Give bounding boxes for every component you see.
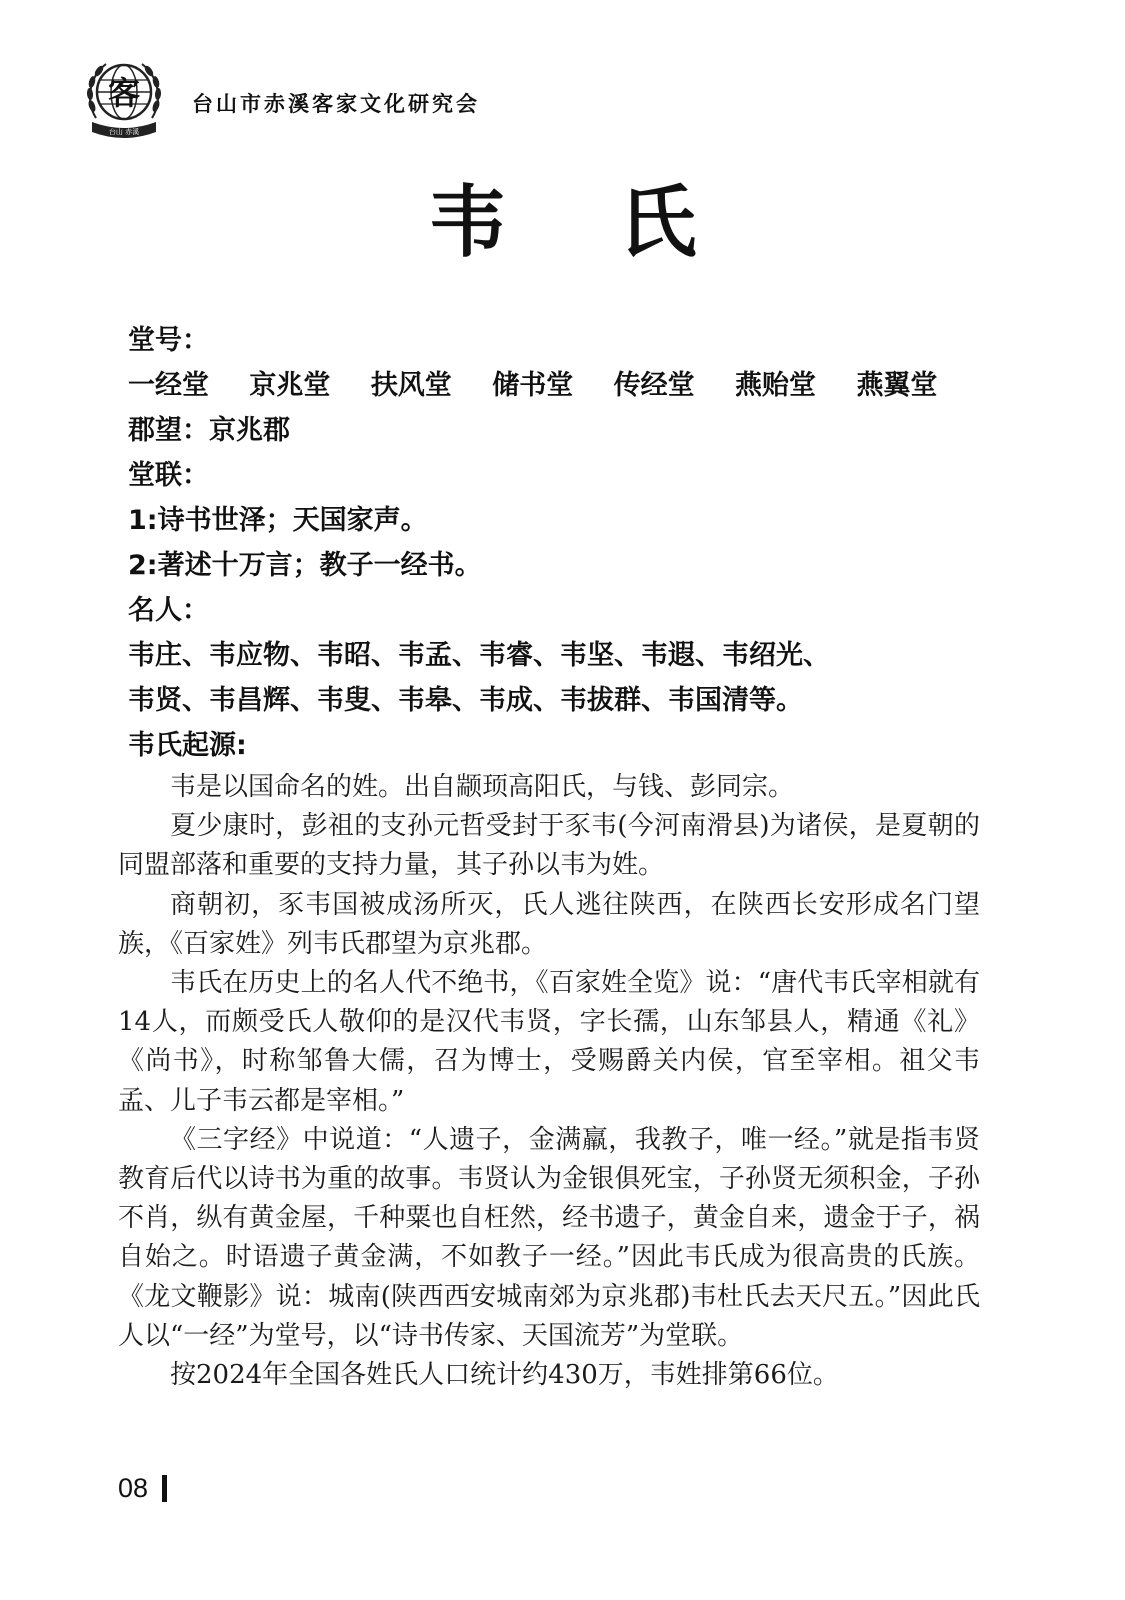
hall-name: 传经堂 bbox=[613, 370, 695, 401]
page-title bbox=[0, 175, 1125, 271]
body-paragraph: 《三字经》中说道：“人遗子，金满羸，我教子，唯一经。”就是指韦贤教育后代以诗书为重的故事。韦贤认为金银俱死宝，子孙贤无须积金，子孙不肖，纵有黄金屋，千种粟也自枉然，经书遗子，黄金自来，遗金于子，祸自始之。时语遗子黄金满，不如教子一经。”因此韦氏成为很高贵的氏族。《龙文鞭影》说：城南(陕西西安城南郊为京兆郡)韦杜氏去天尺五。”因此氏人以“一经”为堂号，以“诗书传家、天国流芳”为堂联。 bbox=[118, 1124, 980, 1351]
hall-name: 燕贻堂 bbox=[735, 370, 817, 401]
mingren-line-1: 韦庄、韦应物、韦昭、韦孟、韦睿、韦坚、韦遐、韦绍光、 bbox=[128, 640, 830, 671]
hall-name: 燕翼堂 bbox=[856, 370, 938, 401]
tanghao-label: 堂号： bbox=[128, 325, 209, 356]
mingren-label: 名人： bbox=[128, 595, 209, 626]
svg-text:台山 赤溪: 台山 赤溪 bbox=[108, 128, 140, 136]
body-paragraph: 夏少康时，彭祖的支孙元哲受封于豕韦(今河南滑县)为诸侯，是夏朝的同盟部落和重要的支持力量，其子孙以韦为姓。 bbox=[118, 811, 980, 881]
title-char-1: 韦 bbox=[428, 177, 507, 268]
surname-info-section bbox=[128, 318, 1008, 768]
junwang-line: 郡望：京兆郡 bbox=[128, 415, 290, 446]
body-paragraph: 商朝初，豕韦国被成汤所灭，氏人逃往陕西，在陕西长安形成名门望族，《百家姓》列韦氏郡望为京兆郡。 bbox=[118, 889, 980, 959]
tanglian-label: 堂联： bbox=[128, 460, 209, 491]
origin-label: 韦氏起源: bbox=[128, 730, 247, 761]
mingren-line-2: 韦贤、韦昌辉、韦叟、韦皋、韦成、韦拔群、韦国清等。 bbox=[128, 685, 803, 716]
hall-name: 储书堂 bbox=[492, 370, 574, 401]
svg-text:客: 客 bbox=[107, 74, 141, 112]
body-paragraph: 按2024年全国各姓氏人口统计约430万，韦姓排第66位。 bbox=[170, 1360, 839, 1391]
association-emblem-icon bbox=[82, 54, 166, 140]
title-char-2: 氏 bbox=[618, 177, 697, 268]
couplet-1: 1:诗书世泽；天国家声。 bbox=[128, 505, 428, 536]
body-paragraph: 韦是以国命名的姓。出自颛顼高阳氏，与钱、彭同宗。 bbox=[170, 772, 795, 802]
page-number: 08 bbox=[118, 1473, 149, 1503]
page-footer bbox=[118, 1470, 167, 1506]
organization-name: 台山市赤溪客家文化研究会 bbox=[192, 91, 480, 116]
hall-names-list bbox=[128, 363, 1008, 408]
hall-name: 京兆堂 bbox=[249, 370, 331, 401]
couplet-2: 2:著述十万言；教子一经书。 bbox=[128, 550, 482, 581]
body-paragraph: 韦氏在历史上的名人代不绝书，《百家姓全览》说：“唐代韦氏宰相就有14人，而颇受氏人敬仰的是汉代韦贤，字长孺，山东邹县人，精通《礼》《尚书》，时称邹鲁大儒，召为博士，受赐爵关内侯，官至宰相。祖父韦孟、儿子韦云都是宰相。” bbox=[118, 968, 980, 1116]
hall-name: 扶风堂 bbox=[370, 370, 452, 401]
origin-body-text bbox=[118, 768, 980, 1395]
hall-name: 一经堂 bbox=[128, 370, 209, 401]
page-number-bar bbox=[162, 1475, 167, 1502]
